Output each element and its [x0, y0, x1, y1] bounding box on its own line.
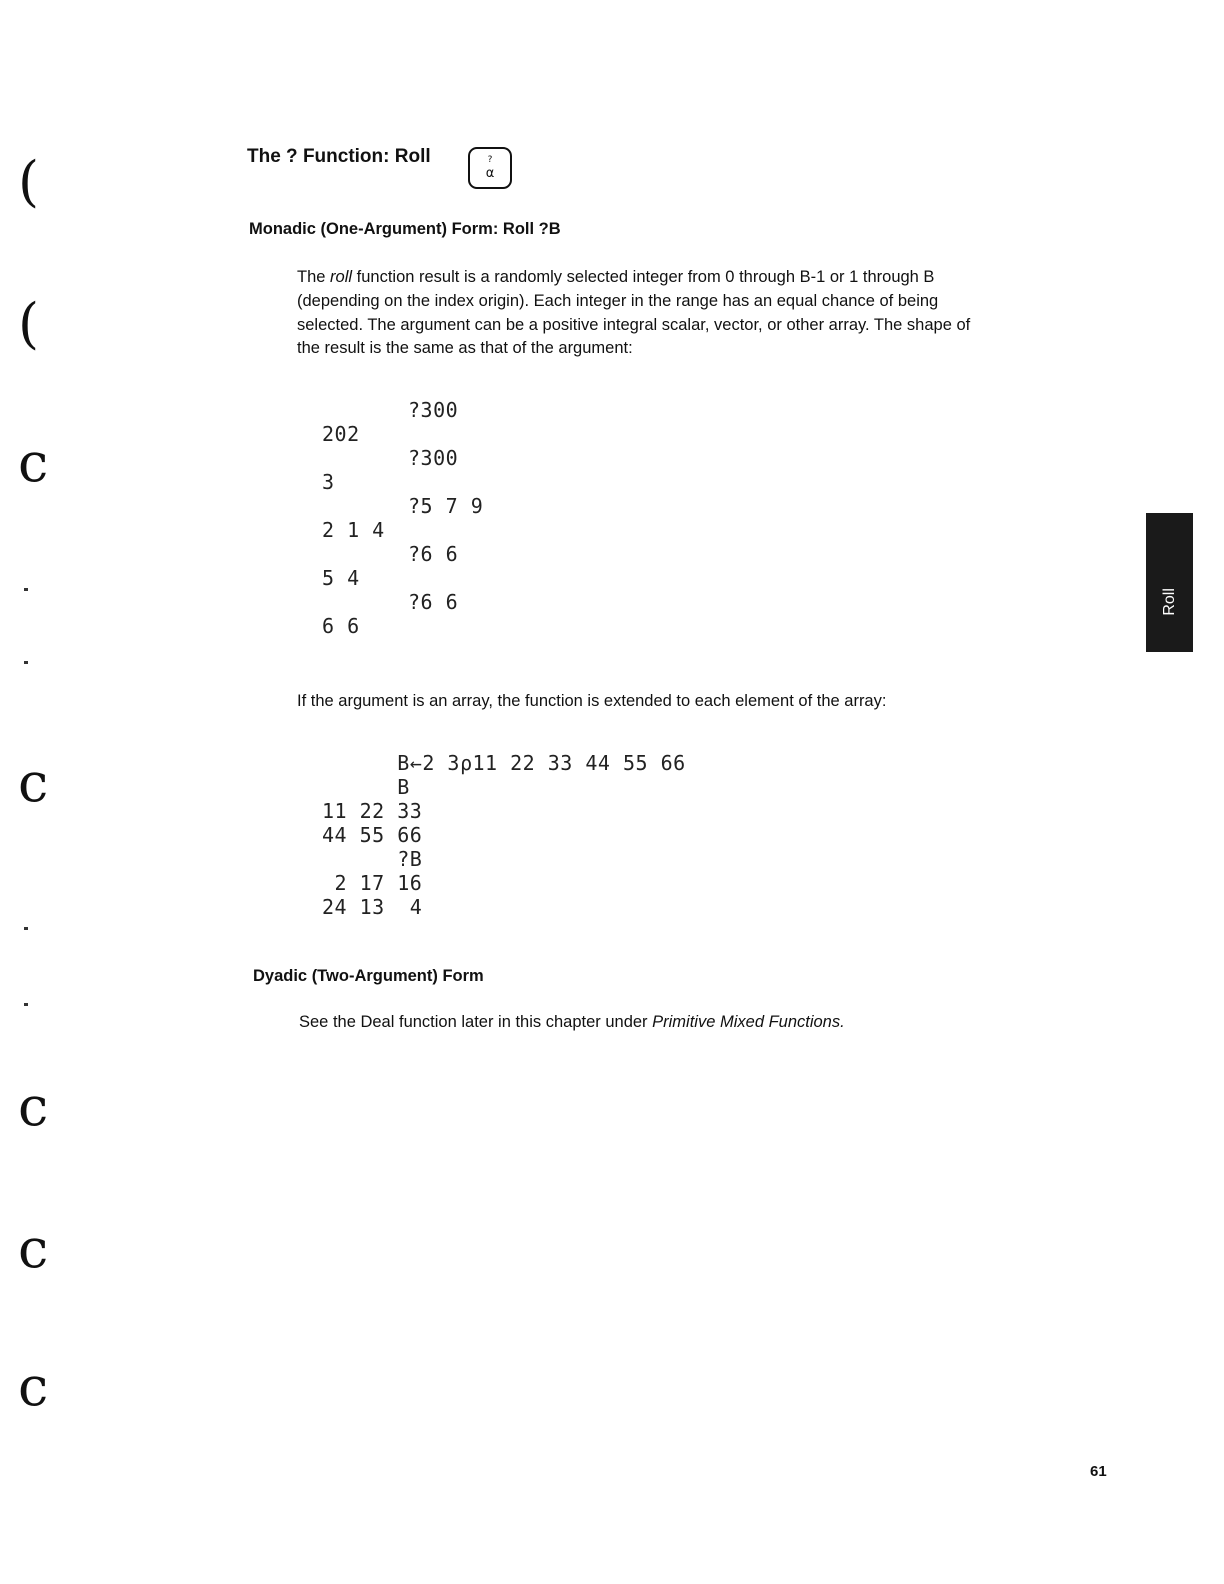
code-line: ?5 7 9 [408, 494, 484, 518]
code-line: 11 22 33 [322, 799, 423, 823]
primitive-mixed-functions-link: Primitive Mixed Functions. [652, 1013, 845, 1031]
example-roll-scalars [322, 398, 483, 638]
tab-label: Roll [1160, 587, 1178, 616]
key-bottom-symbol: α [485, 166, 495, 181]
code-line: B←2 3⍴11 22 33 44 55 66 [322, 751, 686, 775]
page-number: 61 [1090, 1463, 1107, 1480]
code-line: 44 55 66 [322, 823, 423, 847]
code-line: 2 17 16 [322, 871, 423, 895]
code-line: 2 1 4 [322, 518, 385, 542]
code-line: B [322, 775, 410, 799]
section-thumb-tab [1146, 513, 1193, 652]
binder-hole-2: ( [18, 292, 40, 355]
roll-emphasis: roll [330, 268, 353, 286]
array-paragraph: If the argument is an array, the function is extended to each element of the array: [297, 692, 887, 710]
scan-mark [24, 1003, 28, 1006]
section-title: The ? Function: Roll [247, 146, 431, 167]
code-line: 6 6 [322, 614, 360, 638]
code-line: 5 4 [322, 566, 360, 590]
dyadic-heading: Dyadic (Two-Argument) Form [253, 967, 484, 985]
code-line: 3 [322, 470, 335, 494]
binder-hole-1: ( [18, 150, 40, 213]
monadic-paragraph [297, 266, 977, 361]
key-icon [468, 147, 512, 189]
example-roll-array [322, 751, 686, 919]
scan-mark [24, 661, 28, 664]
code-line: 202 [322, 422, 360, 446]
code-line: ?6 6 [408, 590, 459, 614]
dyadic-paragraph-start: See the Deal function later in this chapter under [299, 1013, 653, 1031]
binder-hole-7: c [18, 1355, 49, 1418]
key-top-symbol: ? [487, 155, 493, 165]
scan-mark [24, 588, 28, 591]
code-line: ?B [322, 847, 423, 871]
monadic-heading: Monadic (One-Argument) Form: Roll ?B [249, 220, 561, 238]
code-line: 24 13 4 [322, 895, 423, 919]
code-line: ?300 [408, 398, 459, 422]
monadic-paragraph-start: The [297, 268, 331, 286]
code-line: ?300 [408, 446, 459, 470]
dyadic-paragraph [299, 1011, 845, 1035]
binder-hole-4: c [18, 751, 49, 814]
monadic-paragraph-rest: function result is a randomly selected integer from 0 through B-1 or 1 through B (depending on the index origin). Each integer in the range has an equal chance of being selected. The argument can be a positive integral scalar, vector, or other array. The shape of the result is the same as that of the argument: [297, 268, 971, 358]
binder-hole-5: c [18, 1075, 49, 1138]
binder-hole-6: c [18, 1217, 49, 1280]
code-line: ?6 6 [408, 542, 459, 566]
scan-mark [24, 927, 28, 930]
binder-hole-3: c [18, 431, 49, 494]
